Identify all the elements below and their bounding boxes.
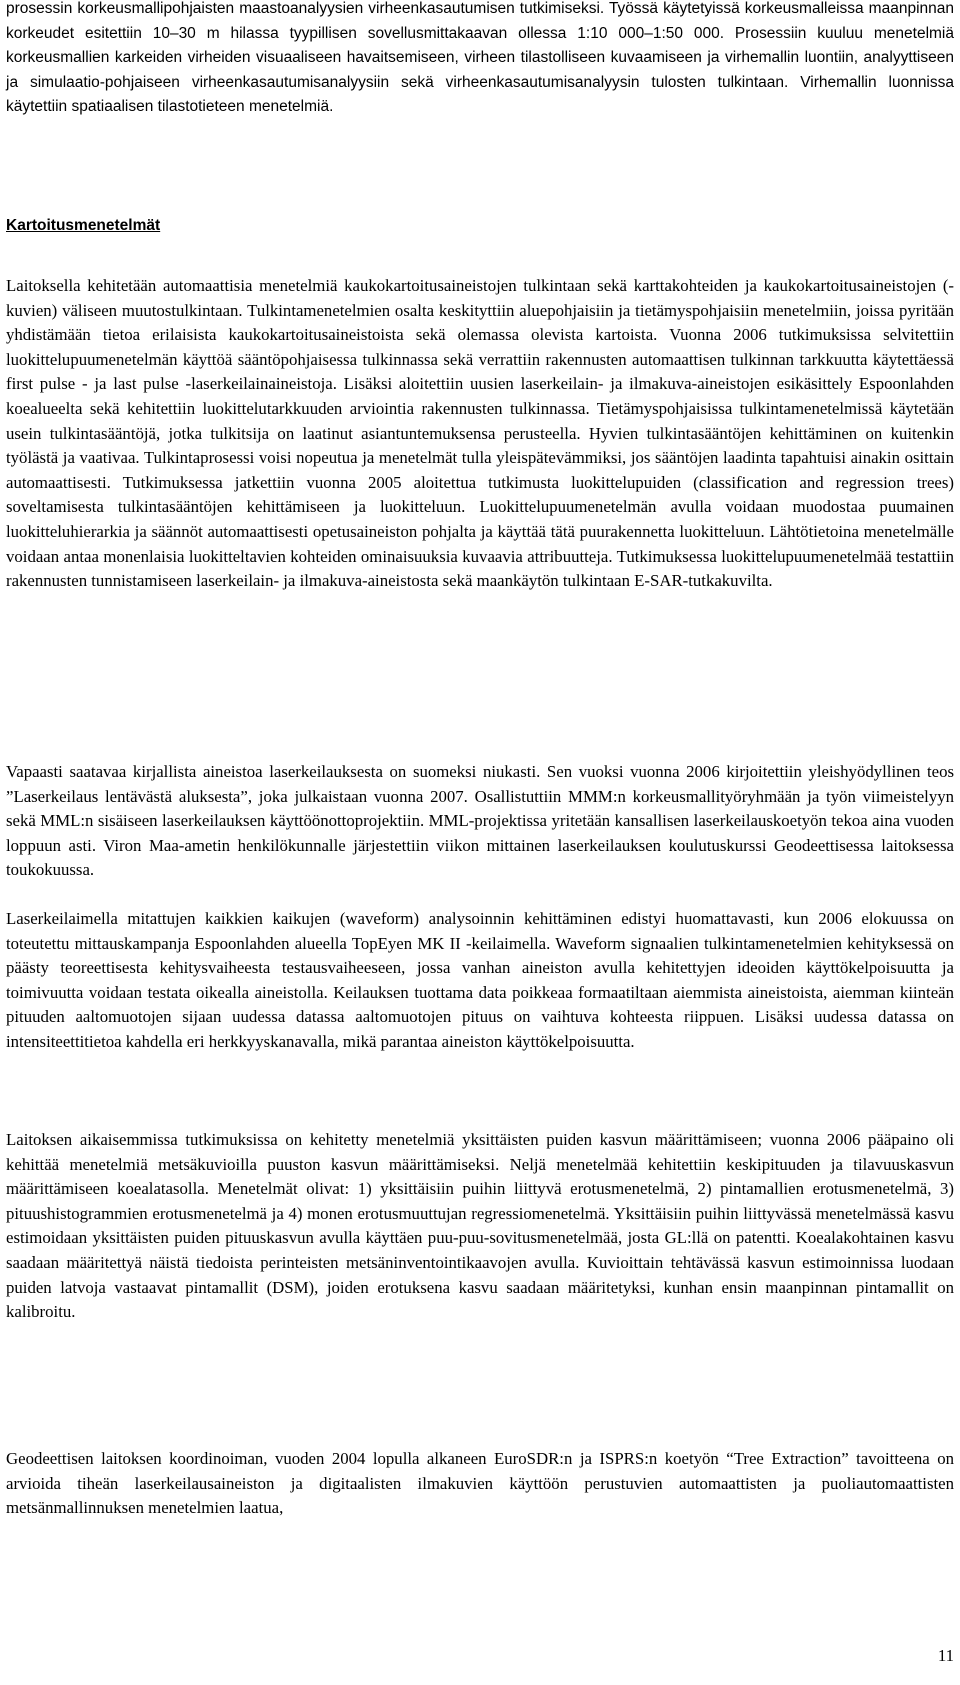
page-number: 11: [937, 1646, 954, 1665]
paragraph-error-propagation: prosessin korkeusmallipohjaisten maastoanalyysien virheenkasautumisen tutkimiseksi. Työssä käytetyissä korkeusmalleissa maanpinnan korkeudet esitettiin 10–30 m hilassa tyypillisen sovellusmittakaavan ollessa 1:10 000–1:50 000. Prosessiin kuuluu menetelmiä korkeusmallien karkeiden virheiden visuaaliseen havaitsemiseen, virheen tilastolliseen kuvaamiseen ja virhemallin luontiin, analyyttiseen ja simulaatio-pohjaiseen virheenkasautumisanalyysiin sekä virheenkasautumisanalyysin tulosten tulkintaan. Virhemallin luonnissa käytettiin spatiaalisen tilastotieteen menetelmiä.: [6, 0, 954, 115]
section-heading: Kartoitusmenetelmät: [6, 217, 161, 234]
paragraph-mapping-methods: Laitoksella kehitetään automaattisia menetelmiä kaukokartoitusaineistojen tulkintaan sekä karttakohteiden ja kaukokartoitusaineistojen (-kuvien) väliseen muutostulkintaan. Tulkintamenetelmien osalta keskityttiin aluepohjaisiin ja tietämyspohjaisiin menetelmiin, joissa pyritään yhdistämään tietoa erilaisista kaukokartoitusaineistoista sekä olemassa olevista kartoista. Vuonna 2006 tutkimuksissa selvitettiin luokittelupuumenetelmän käyttöä sääntöpohjaisessa tulkinnassa sekä verrattiin rakennusten automaattisen tulkinnan tarkkuutta käytettäessä first pulse - ja last pulse -laserkeilainaineistoja. Lisäksi aloitettiin uusien laserkeilain- ja ilmakuva-aineistojen esikäsittely Espoonlahden koealueelta sekä kehitettiin luokittelutarkkuuden arviointia rakennusten tulkinnassa. Tietämyspohjaisissa tulkintamenetelmissä käytetään usein tulkintasääntöjä, jotka tulkitsija on laatinut asiantuntemuksensa perusteella. Hyvien tulkintasääntöjen kehittäminen on kuitenkin työlästä ja vaativaa. Tulkintaprosessi voisi nopeutua ja menetelmät tulla yleispätevämmiksi, jos sääntöjen laadinta tapahtuisi ainakin osittain automaattisesti. Tutkimuksessa jatkettiin vuonna 2005 aloitettua tutkimusta luokittelupuiden (classification and regression trees) soveltamisesta tulkintasääntöjen kehittämiseen ja luokitteluun. Luokittelupuumenetelmän avulla voidaan muodostaa puumainen luokitteluhierarkia ja säännöt automaattisesti opetusaineiston pohjalta ja käyttää tätä puurakennetta luokitteluun. Lähtötietoina menetelmälle voidaan antaa monenlaisia luokitteltavien kohteiden ominaisuuksia kuvaavia attribuutteja. Tutkimuksessa luokittelupuumenetelmää testattiin rakennusten tunnistamiseen laserkeilain- ja ilmakuva-aineistosta sekä maankäytön tulkintaan E-SAR-tutkakuvilta.: [6, 276, 954, 591]
paragraph-growth-methods: Laitoksen aikaisemmissa tutkimuksissa on kehitetty menetelmiä yksittäisten puiden kasvun määrittämiseen; vuonna 2006 pääpaino oli kehittää menetelmiä metsäkuvioilla puuston kasvun määrittämiseksi. Neljä menetelmää kehitettiin keskipituuden ja tilavuuskasvun määrittämiseen koealatasolla. Menetelmät olivat: 1) yksittäisiin puihin liittyvä erotusmenetelmä, 2) pintamallien erotusmenetelmä, 3) pituushistogrammien erotusmenetelmä ja 4) monen erotusmuuttujan regressiomenetelmä. Yksittäisiin puihin liittyvässä menetelmässä kasvu estimoidaan yksittäisten puiden pituuskasvun avulla käyttäen puu-puu-sovitusmenetelmää, josta GL:llä on patentti. Koealakohtainen kasvu saadaan määritettyä näistä tiedoista perinteisten metsäninventointikaavojen avulla. Kuvioittain tehtävässä kasvun estimoinnissa luodaan puiden latvoja vastaavat pintamallit (DSM), joiden erotuksena kasvu saadaan määritetyksi, kunhan ensin maanpinnan pintamallit on kalibroitu.: [6, 1130, 954, 1322]
paragraph-tree-extraction: Geodeettisen laitoksen koordinoiman, vuoden 2004 lopulla alkaneen EuroSDR:n ja ISPRS:n koetyön “Tree Extraction” tavoitteena on arvioida tiheän laserkeilausaineiston ja digitaalisten ilmakuvien käyttöön perustuvien automaattisten ja puoliautomaattisten metsänmallinnuksen menetelmien laatua,: [6, 1449, 954, 1518]
paragraph-laser-literature: Vapaasti saatavaa kirjallista aineistoa laserkeilauksesta on suomeksi niukasti. Sen vuoksi vuonna 2006 kirjoitettiin yleishyödyllinen teos ”Laserkeilaus lentävästä aluksesta”, joka julkaistaan vuonna 2007. Osallistuttiin MMM:n korkeusmallityöryhmään ja työn viimeistelyyn sekä MML:n sisäiseen laserkeilauksen käyttöönottoprojektiin. MML-projektissa yritetään kansallisen laserkeilauskoetyön tekoa aina vuoden loppuun asti. Viron Maa-ametin henkilökunnalle järjestettiin viikon mittainen laserkeilauksen koulutuskurssi Geodeettisessa laitoksessa toukokuussa.: [6, 762, 954, 880]
paragraph-waveform: Laserkeilaimella mitattujen kaikkien kaikujen (waveform) analysoinnin kehittäminen edistyi huomattavasti, kun 2006 elokuussa on toteutettu mittauskampanja Espoonlahden alueella TopEyen MK II -keilaimella. Waveform signaalien tulkintamenetelmien kehityksessä on päästy teoreettisesta kehitysvaiheesta testausvaiheeseen, jossa vanhan aineiston avulla kehitettyjen ideoiden käyttökelpoisuutta ja toimivuutta voidaan testata oikealla aineistolla. Keilauksen tuottama data poikkeaa formaatiltaan aiemmista aineistoista, aiemman kiinteän pituuden aaltomuotojen sijaan uudessa datassa aaltomuotojen pituus on vaihtuva kohteesta riippuen. Lisäksi uudessa datassa on intensiteettitietoa kahdella eri herkkyyskanavalla, mikä parantaa aineiston käyttökelpoisuutta.: [6, 909, 954, 1051]
